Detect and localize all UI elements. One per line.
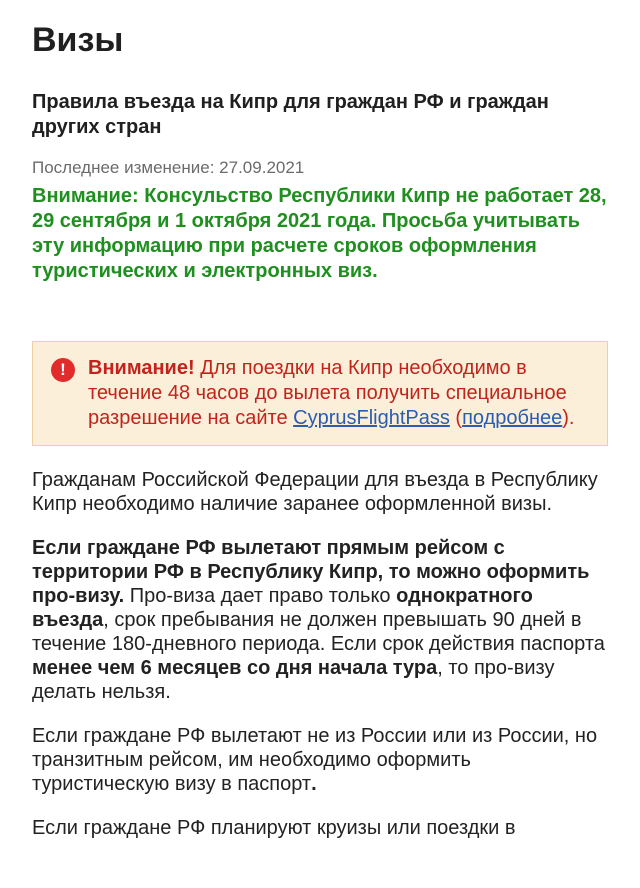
paragraph-cruises: Если граждане РФ планируют круизы или поездки в	[32, 817, 516, 839]
alert-sep-open: (	[449, 407, 463, 429]
more-info-link[interactable]: подробнее	[462, 407, 563, 429]
tourist-visa-end: .	[311, 773, 317, 795]
cyprus-flight-pass-link[interactable]: CyprusFlightPass	[293, 407, 450, 429]
page-title: Визы	[32, 21, 124, 59]
consulate-notice: Внимание: Консульство Республики Кипр не работает 28, 29 сентября и 1 октября 2021 года. Просьба учитывать эту информацию при расчете сроков оформления туристических и электронных виз.	[32, 185, 607, 282]
pro-visa-text-2: , срок пребывания не должен превышать 90 дней в течение 180-дневного периода. Если срок действия паспорта	[32, 609, 605, 655]
exclamation-icon: !	[51, 358, 75, 382]
tourist-visa-text: Если граждане РФ вылетают не из России или из России, но транзитным рейсом, им необходимо оформить туристическую визу в паспорт	[32, 725, 598, 795]
article-heading: Правила въезда на Кипр для граждан РФ и граждан других стран	[32, 91, 549, 138]
alert-title: Внимание!	[88, 357, 195, 379]
paragraph-tourist-visa	[32, 724, 608, 796]
last-updated: Последнее изменение: 27.09.2021	[32, 158, 305, 177]
paragraph-pro-visa	[32, 536, 608, 704]
alert-text: Для поездки на Кипр необходимо в течение 48 часов до вылета получить специальное разрешение на сайте	[88, 357, 567, 429]
pro-visa-condition: Если граждане РФ вылетают прямым рейсом с территории РФ в Республику Кипр, то можно оформить про-визу.	[32, 537, 590, 607]
paragraph-visa-required: Гражданам Российской Федерации для въезда в Республику Кипр необходимо наличие заранее оформленной визы.	[32, 469, 598, 515]
pro-visa-text-1: Про-виза дает право только	[124, 585, 397, 607]
alert-box	[32, 341, 608, 446]
alert-sep-close: ).	[562, 407, 575, 429]
single-entry-bold: однократного въезда	[32, 585, 533, 631]
pro-visa-text-3: , то про-визу делать нельзя.	[32, 657, 555, 703]
passport-validity-bold: менее чем 6 месяцев со дня начала тура	[32, 657, 438, 679]
